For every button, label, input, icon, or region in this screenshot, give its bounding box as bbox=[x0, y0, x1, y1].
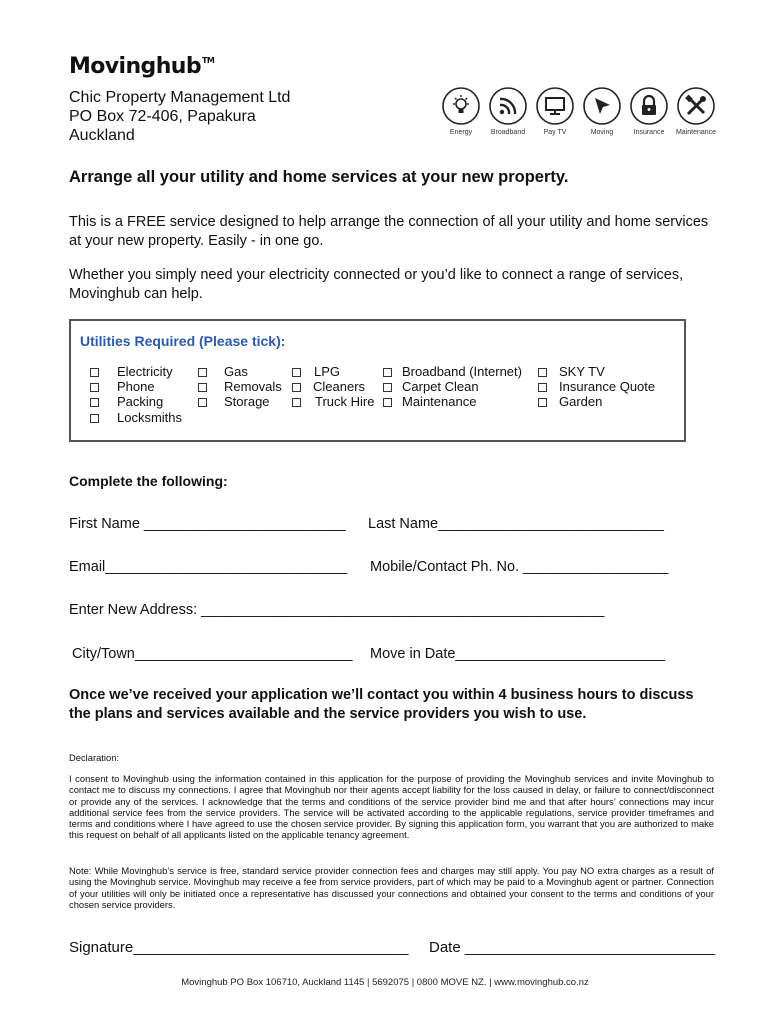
utilities-box: Utilities Required (Please tick): Electricity Phone Packing Locksmiths Gas Removals Storage LPG Cleaners Truck Hire Broadband (Internet) Carpet Clean Maintenance SKY TV Insurance Quote Garden bbox=[69, 319, 686, 442]
service-broadband bbox=[488, 86, 528, 136]
move-date-field[interactable]: Move in Date__________________________ bbox=[370, 646, 666, 662]
insurance-label: Insurance bbox=[633, 129, 665, 136]
service-insurance bbox=[629, 86, 669, 136]
checkbox[interactable] bbox=[90, 383, 99, 392]
service-pay-tv bbox=[535, 86, 575, 136]
checkbox[interactable] bbox=[198, 368, 207, 377]
energy-label: Energy bbox=[449, 129, 473, 136]
pay-tv-label: Pay TV bbox=[543, 129, 567, 136]
maintenance-label: Maintenance bbox=[675, 129, 717, 136]
declaration-label: Declaration: bbox=[69, 752, 120, 763]
service-icons bbox=[441, 86, 721, 146]
city-field[interactable]: City/Town___________________________ bbox=[72, 646, 353, 662]
signature-field[interactable]: Signature_________________________________ bbox=[69, 939, 409, 956]
service-moving bbox=[582, 86, 622, 136]
declaration-note: Note: While Movinghub’s service is free, standard service provider connection fees and charges may still apply. You pay NO extra charges as a result of using the Movinghub service. Movinghub may receive a fee from service providers, part of which may be paid to a Movinghub agent or partner. Connection of your utilities will only be initiated once a representative has discussed your connections and obtained your consent to the terms and conditions of your chosen service providers. bbox=[69, 865, 714, 910]
moving-icon bbox=[582, 86, 622, 126]
intro-paragraph-1: This is a FREE service designed to help arrange the connection of all your utility and home services at your new property. Easily - in one go. bbox=[69, 214, 709, 249]
email-field[interactable]: Email______________________________ bbox=[69, 559, 348, 575]
contact-notice: Once we’ve received your application we’ll contact you within 4 business hours to discuss the plans and services available and the service providers you wish to use. bbox=[69, 687, 694, 722]
checkbox[interactable] bbox=[538, 368, 547, 377]
utilities-title: Utilities Required (Please tick): bbox=[80, 333, 286, 349]
maintenance-icon bbox=[676, 86, 716, 126]
checkbox[interactable] bbox=[383, 398, 392, 407]
first-name-field[interactable]: First Name _________________________ bbox=[69, 516, 346, 532]
mobile-field[interactable]: Mobile/Contact Ph. No. __________________ bbox=[370, 559, 669, 575]
checkbox[interactable] bbox=[383, 368, 392, 377]
broadband-icon bbox=[488, 86, 528, 126]
checkbox[interactable] bbox=[90, 398, 99, 407]
movinghub-logo: Movinghub™ bbox=[69, 54, 215, 79]
checkbox[interactable] bbox=[383, 383, 392, 392]
company-city: Auckland bbox=[69, 127, 135, 144]
checkbox[interactable] bbox=[198, 383, 207, 392]
company-po-box: PO Box 72-406, Papakura bbox=[69, 108, 256, 125]
page-title: Arrange all your utility and home services at your new property. bbox=[69, 168, 569, 186]
moving-label: Moving bbox=[590, 129, 614, 136]
last-name-field[interactable]: Last Name____________________________ bbox=[368, 516, 664, 532]
address-field[interactable]: Enter New Address: __________________________________________________ bbox=[69, 602, 605, 618]
broadband-label: Broadband bbox=[490, 129, 526, 136]
footer-contact: Movinghub PO Box 106710, Auckland 1145 | 5692075 | 0800 MOVE NZ. | www.movinghub.co.nz bbox=[181, 977, 589, 988]
checkbox[interactable] bbox=[292, 398, 301, 407]
checkbox[interactable] bbox=[198, 398, 207, 407]
company-address bbox=[69, 88, 290, 145]
checkbox[interactable] bbox=[90, 368, 99, 377]
company-name: Chic Property Management Ltd bbox=[69, 89, 291, 106]
checkbox[interactable] bbox=[90, 414, 99, 423]
declaration-text: I consent to Movinghub using the information contained in this application for the purpose of providing the Movinghub services and invite Movinghub to contact me to discuss my connections. I agree that Movinghub nor their agents accept liability for the loss caused in delay, or failure to connect/disconnect or provide any of the services. I acknowledge that the terms and conditions of the service provider bind me and that after hours’ connections may incur additional service fees from the service providers. The service will be activated according to the applicable regulations, service provider timeframes and terms and conditions where I have agreed to use the chosen service provider. By signing this application form, you warrant that you are authorized to make this request on behalf of all applicants listed on the applicable tenancy agreement. bbox=[69, 773, 714, 841]
complete-section-title: Complete the following: bbox=[69, 473, 228, 489]
checkbox[interactable] bbox=[292, 368, 301, 377]
checkbox[interactable] bbox=[538, 398, 547, 407]
date-field[interactable]: Date ______________________________ bbox=[429, 939, 716, 956]
energy-icon bbox=[441, 86, 481, 126]
pay-tv-icon bbox=[535, 86, 575, 126]
checkbox[interactable] bbox=[538, 383, 547, 392]
service-maintenance bbox=[676, 86, 716, 136]
intro-paragraph-2: Whether you simply need your electricity connected or you’d like to connect a range of services, Movinghub can help. bbox=[69, 267, 684, 302]
insurance-icon bbox=[629, 86, 669, 126]
checkbox[interactable] bbox=[292, 383, 301, 392]
service-energy bbox=[441, 86, 481, 136]
